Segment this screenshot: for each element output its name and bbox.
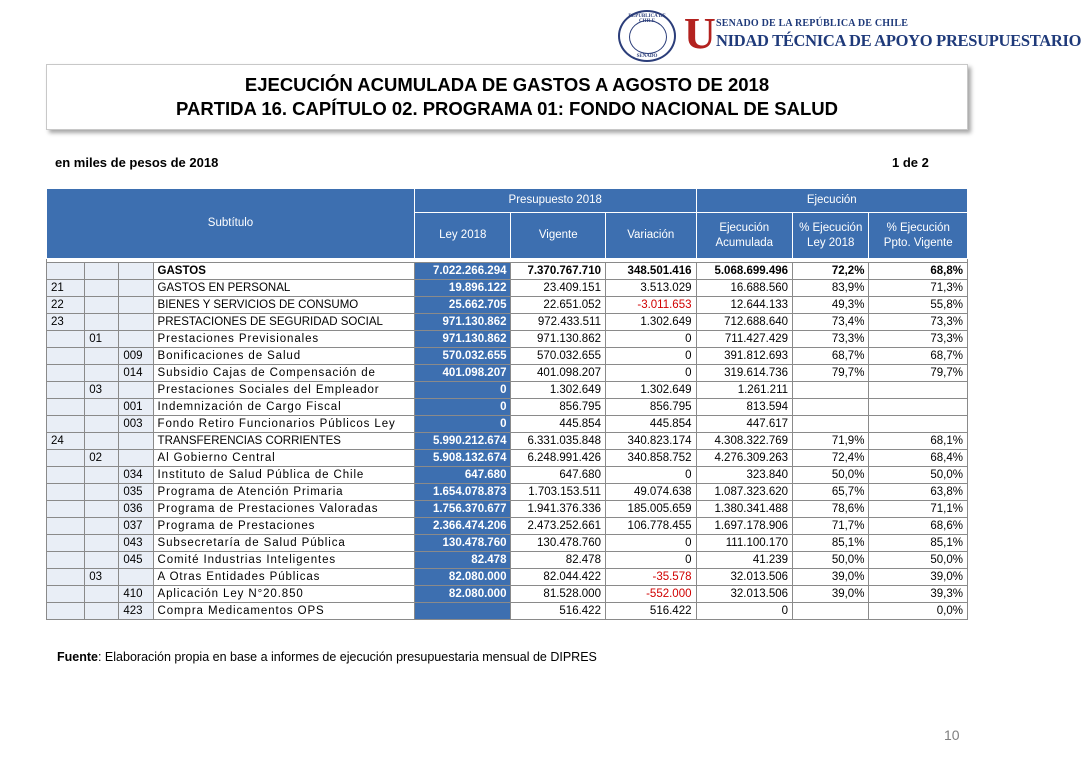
header-vigente: Vigente bbox=[511, 213, 606, 259]
row-ley-2018: 401.098.207 bbox=[414, 365, 511, 382]
row-variacion: -3.011.653 bbox=[605, 297, 696, 314]
row-name: Indemnización de Cargo Fiscal bbox=[153, 399, 414, 416]
header-subtitulo: Subtítulo bbox=[47, 189, 415, 259]
row-ejecucion-acumulada: 16.688.560 bbox=[696, 280, 793, 297]
row-subtitulo-code: 22 bbox=[47, 297, 85, 314]
row-item-code: 03 bbox=[85, 382, 119, 399]
row-pct-vigente: 85,1% bbox=[869, 535, 968, 552]
row-subtitulo-code bbox=[47, 450, 85, 467]
row-asignacion-code: 036 bbox=[119, 501, 153, 518]
row-asignacion-code: 003 bbox=[119, 416, 153, 433]
row-ley-2018: 5.990.212.674 bbox=[414, 433, 511, 450]
header-ej-acum-line1: Ejecución bbox=[719, 221, 770, 234]
title-line-2: PARTIDA 16. CAPÍTULO 02. PROGRAMA 01: FONDO NACIONAL DE SALUD bbox=[176, 98, 838, 119]
row-asignacion-code: 045 bbox=[119, 552, 153, 569]
row-variacion: 445.854 bbox=[605, 416, 696, 433]
row-subtitulo-code: 21 bbox=[47, 280, 85, 297]
row-ejecucion-acumulada: 4.308.322.769 bbox=[696, 433, 793, 450]
row-subtitulo-code bbox=[47, 399, 85, 416]
table-row bbox=[47, 331, 968, 348]
row-asignacion-code bbox=[119, 280, 153, 297]
row-name: BIENES Y SERVICIOS DE CONSUMO bbox=[153, 297, 414, 314]
table-row bbox=[47, 416, 968, 433]
row-item-code bbox=[85, 365, 119, 382]
row-ejecucion-acumulada: 813.594 bbox=[696, 399, 793, 416]
row-item-code bbox=[85, 280, 119, 297]
row-ley-2018: 25.662.705 bbox=[414, 297, 511, 314]
row-subtitulo-code bbox=[47, 501, 85, 518]
header-pct-ley-line1: % Ejecución bbox=[799, 221, 863, 234]
row-name: Subsecretaría de Salud Pública bbox=[153, 535, 414, 552]
row-pct-vigente: 71,3% bbox=[869, 280, 968, 297]
row-ejecucion-acumulada: 319.614.736 bbox=[696, 365, 793, 382]
row-ley-2018: 82.080.000 bbox=[414, 586, 511, 603]
row-name: Programa de Prestaciones Valoradas bbox=[153, 501, 414, 518]
row-vigente: 972.433.511 bbox=[511, 314, 606, 331]
row-variacion: 340.858.752 bbox=[605, 450, 696, 467]
row-asignacion-code: 423 bbox=[119, 603, 153, 620]
row-pct-vigente: 39,0% bbox=[869, 569, 968, 586]
table-row bbox=[47, 518, 968, 535]
row-subtitulo-code: 24 bbox=[47, 433, 85, 450]
budget-table bbox=[46, 188, 968, 620]
row-variacion: 49.074.638 bbox=[605, 484, 696, 501]
row-asignacion-code: 034 bbox=[119, 467, 153, 484]
row-ley-2018: 1.654.078.873 bbox=[414, 484, 511, 501]
header-pct-vigente bbox=[869, 213, 968, 259]
row-item-code bbox=[85, 416, 119, 433]
row-pct-vigente: 68,6% bbox=[869, 518, 968, 535]
row-variacion: 516.422 bbox=[605, 603, 696, 620]
row-pct-ley: 72,4% bbox=[793, 450, 869, 467]
row-ejecucion-acumulada: 32.013.506 bbox=[696, 569, 793, 586]
row-item-code bbox=[85, 399, 119, 416]
row-name: GASTOS bbox=[153, 263, 414, 280]
row-pct-vigente: 50,0% bbox=[869, 467, 968, 484]
row-asignacion-code: 001 bbox=[119, 399, 153, 416]
row-ejecucion-acumulada: 0 bbox=[696, 603, 793, 620]
row-pct-ley: 78,6% bbox=[793, 501, 869, 518]
logo-line-2: NIDAD TÉCNICA DE APOYO PRESUPUESTARIO bbox=[716, 31, 1081, 50]
row-ley-2018: 130.478.760 bbox=[414, 535, 511, 552]
row-vigente: 130.478.760 bbox=[511, 535, 606, 552]
row-name: Aplicación Ley N°20.850 bbox=[153, 586, 414, 603]
row-pct-ley: 50,0% bbox=[793, 467, 869, 484]
row-name: GASTOS EN PERSONAL bbox=[153, 280, 414, 297]
row-subtitulo-code bbox=[47, 365, 85, 382]
row-asignacion-code: 035 bbox=[119, 484, 153, 501]
row-subtitulo-code bbox=[47, 535, 85, 552]
row-ley-2018: 2.366.474.206 bbox=[414, 518, 511, 535]
row-item-code bbox=[85, 501, 119, 518]
row-pct-vigente: 68,1% bbox=[869, 433, 968, 450]
table-row bbox=[47, 348, 968, 365]
row-pct-vigente: 73,3% bbox=[869, 331, 968, 348]
row-variacion: -35.578 bbox=[605, 569, 696, 586]
unit-label: en miles de pesos de 2018 bbox=[55, 155, 219, 170]
title-line-1: EJECUCIÓN ACUMULADA DE GASTOS A AGOSTO DE 2018 bbox=[244, 74, 770, 95]
row-pct-ley: 71,7% bbox=[793, 518, 869, 535]
row-subtitulo-code bbox=[47, 518, 85, 535]
row-name: TRANSFERENCIAS CORRIENTES bbox=[153, 433, 414, 450]
row-pct-ley: 39,0% bbox=[793, 586, 869, 603]
row-vigente: 2.473.252.661 bbox=[511, 518, 606, 535]
row-variacion: 1.302.649 bbox=[605, 314, 696, 331]
row-ejecucion-acumulada: 1.697.178.906 bbox=[696, 518, 793, 535]
row-ley-2018: 0 bbox=[414, 399, 511, 416]
row-pct-vigente: 39,3% bbox=[869, 586, 968, 603]
row-pct-ley: 73,3% bbox=[793, 331, 869, 348]
seal-bottom-text: SENADO bbox=[636, 54, 658, 59]
row-ejecucion-acumulada: 323.840 bbox=[696, 467, 793, 484]
row-pct-vigente bbox=[869, 382, 968, 399]
row-ejecucion-acumulada: 41.239 bbox=[696, 552, 793, 569]
row-asignacion-code: 410 bbox=[119, 586, 153, 603]
table-row bbox=[47, 535, 968, 552]
row-ejecucion-acumulada: 12.644.133 bbox=[696, 297, 793, 314]
row-item-code bbox=[85, 433, 119, 450]
row-asignacion-code bbox=[119, 433, 153, 450]
row-name: Subsidio Cajas de Compensación de bbox=[153, 365, 414, 382]
row-subtitulo-code bbox=[47, 586, 85, 603]
row-name: Comité Industrias Inteligentes bbox=[153, 552, 414, 569]
row-subtitulo-code: 23 bbox=[47, 314, 85, 331]
logo-letter: U bbox=[684, 9, 716, 58]
table-row bbox=[47, 586, 968, 603]
row-asignacion-code bbox=[119, 331, 153, 348]
row-asignacion-code: 014 bbox=[119, 365, 153, 382]
row-variacion: 0 bbox=[605, 535, 696, 552]
row-vigente: 1.302.649 bbox=[511, 382, 606, 399]
row-vigente: 401.098.207 bbox=[511, 365, 606, 382]
page-of-label: 1 de 2 bbox=[892, 155, 929, 170]
row-pct-vigente bbox=[869, 416, 968, 433]
row-vigente: 81.528.000 bbox=[511, 586, 606, 603]
table-row bbox=[47, 297, 968, 314]
row-vigente: 1.703.153.511 bbox=[511, 484, 606, 501]
row-item-code bbox=[85, 314, 119, 331]
row-ley-2018: 971.130.862 bbox=[414, 331, 511, 348]
header-variacion: Variación bbox=[605, 213, 696, 259]
row-vigente: 445.854 bbox=[511, 416, 606, 433]
row-ejecucion-acumulada: 4.276.309.263 bbox=[696, 450, 793, 467]
row-vigente: 856.795 bbox=[511, 399, 606, 416]
row-asignacion-code: 037 bbox=[119, 518, 153, 535]
row-subtitulo-code bbox=[47, 331, 85, 348]
row-item-code: 03 bbox=[85, 569, 119, 586]
row-ejecucion-acumulada: 111.100.170 bbox=[696, 535, 793, 552]
row-subtitulo-code bbox=[47, 569, 85, 586]
row-name: Fondo Retiro Funcionarios Públicos Ley bbox=[153, 416, 414, 433]
row-subtitulo-code bbox=[47, 603, 85, 620]
table-row bbox=[47, 382, 968, 399]
row-pct-ley: 68,7% bbox=[793, 348, 869, 365]
row-variacion: 3.513.029 bbox=[605, 280, 696, 297]
table-row bbox=[47, 603, 968, 620]
row-pct-ley: 83,9% bbox=[793, 280, 869, 297]
row-ejecucion-acumulada: 32.013.506 bbox=[696, 586, 793, 603]
header-pct-ley bbox=[793, 213, 869, 259]
row-pct-vigente: 68,8% bbox=[869, 263, 968, 280]
row-subtitulo-code bbox=[47, 382, 85, 399]
source-note bbox=[57, 650, 597, 664]
table-body bbox=[47, 259, 968, 620]
row-ejecucion-acumulada: 1.087.323.620 bbox=[696, 484, 793, 501]
row-vigente: 6.248.991.426 bbox=[511, 450, 606, 467]
header-pct-ley-line2: Ley 2018 bbox=[807, 236, 855, 249]
row-vigente: 82.478 bbox=[511, 552, 606, 569]
row-vigente: 22.651.052 bbox=[511, 297, 606, 314]
row-ley-2018: 82.080.000 bbox=[414, 569, 511, 586]
row-pct-ley: 71,9% bbox=[793, 433, 869, 450]
row-subtitulo-code bbox=[47, 484, 85, 501]
row-pct-ley bbox=[793, 603, 869, 620]
row-vigente: 1.941.376.336 bbox=[511, 501, 606, 518]
row-asignacion-code bbox=[119, 263, 153, 280]
row-vigente: 6.331.035.848 bbox=[511, 433, 606, 450]
row-asignacion-code bbox=[119, 450, 153, 467]
row-ley-2018: 971.130.862 bbox=[414, 314, 511, 331]
source-text: : Elaboración propia en base a informes de ejecución presupuestaria mensual de DIPRES bbox=[97, 650, 597, 664]
header-ley: Ley 2018 bbox=[414, 213, 511, 259]
row-vigente: 570.032.655 bbox=[511, 348, 606, 365]
row-item-code bbox=[85, 518, 119, 535]
row-subtitulo-code bbox=[47, 263, 85, 280]
row-item-code bbox=[85, 535, 119, 552]
table-row bbox=[47, 433, 968, 450]
header-pct-vig-line1: % Ejecución bbox=[886, 221, 950, 234]
row-item-code: 01 bbox=[85, 331, 119, 348]
table-row bbox=[47, 484, 968, 501]
row-subtitulo-code bbox=[47, 348, 85, 365]
row-item-code bbox=[85, 348, 119, 365]
row-asignacion-code: 043 bbox=[119, 535, 153, 552]
row-pct-ley: 79,7% bbox=[793, 365, 869, 382]
table-row bbox=[47, 501, 968, 518]
row-ley-2018 bbox=[414, 603, 511, 620]
row-name: Programa de Atención Primaria bbox=[153, 484, 414, 501]
row-ejecucion-acumulada: 1.380.341.488 bbox=[696, 501, 793, 518]
row-pct-vigente: 63,8% bbox=[869, 484, 968, 501]
row-pct-ley bbox=[793, 382, 869, 399]
row-item-code bbox=[85, 467, 119, 484]
seal-inner-ring bbox=[629, 20, 667, 54]
title-box bbox=[46, 64, 968, 130]
table-row bbox=[47, 467, 968, 484]
header-presupuesto: Presupuesto 2018 bbox=[414, 189, 696, 213]
row-variacion: 0 bbox=[605, 467, 696, 484]
row-subtitulo-code bbox=[47, 552, 85, 569]
row-item-code bbox=[85, 484, 119, 501]
row-ejecucion-acumulada: 447.617 bbox=[696, 416, 793, 433]
row-ejecucion-acumulada: 711.427.429 bbox=[696, 331, 793, 348]
row-ejecucion-acumulada: 1.261.211 bbox=[696, 382, 793, 399]
row-subtitulo-code bbox=[47, 467, 85, 484]
header-ejecucion-acumulada bbox=[696, 213, 793, 259]
row-ley-2018: 1.756.370.677 bbox=[414, 501, 511, 518]
row-asignacion-code bbox=[119, 569, 153, 586]
row-pct-vigente: 55,8% bbox=[869, 297, 968, 314]
row-item-code bbox=[85, 263, 119, 280]
row-item-code bbox=[85, 552, 119, 569]
row-variacion: -552.000 bbox=[605, 586, 696, 603]
row-pct-ley: 65,7% bbox=[793, 484, 869, 501]
row-ley-2018: 19.896.122 bbox=[414, 280, 511, 297]
table-row bbox=[47, 314, 968, 331]
source-label: Fuente bbox=[57, 650, 98, 664]
row-vigente: 23.409.151 bbox=[511, 280, 606, 297]
table-row bbox=[47, 280, 968, 297]
row-pct-vigente: 73,3% bbox=[869, 314, 968, 331]
row-ejecucion-acumulada: 5.068.699.496 bbox=[696, 263, 793, 280]
row-pct-vigente bbox=[869, 399, 968, 416]
row-pct-ley: 73,4% bbox=[793, 314, 869, 331]
row-variacion: 340.823.174 bbox=[605, 433, 696, 450]
row-variacion: 1.302.649 bbox=[605, 382, 696, 399]
header-ejecucion: Ejecución bbox=[696, 189, 968, 213]
row-ley-2018: 0 bbox=[414, 382, 511, 399]
row-asignacion-code bbox=[119, 382, 153, 399]
row-pct-vigente: 68,7% bbox=[869, 348, 968, 365]
row-pct-vigente: 71,1% bbox=[869, 501, 968, 518]
row-variacion: 348.501.416 bbox=[605, 263, 696, 280]
row-name: Al Gobierno Central bbox=[153, 450, 414, 467]
row-variacion: 0 bbox=[605, 365, 696, 382]
table-row bbox=[47, 569, 968, 586]
table-row bbox=[47, 450, 968, 467]
row-ejecucion-acumulada: 712.688.640 bbox=[696, 314, 793, 331]
row-name: PRESTACIONES DE SEGURIDAD SOCIAL bbox=[153, 314, 414, 331]
table-row bbox=[47, 399, 968, 416]
row-vigente: 82.044.422 bbox=[511, 569, 606, 586]
row-asignacion-code bbox=[119, 297, 153, 314]
row-asignacion-code: 009 bbox=[119, 348, 153, 365]
row-pct-vigente: 50,0% bbox=[869, 552, 968, 569]
row-vigente: 7.370.767.710 bbox=[511, 263, 606, 280]
row-pct-ley bbox=[793, 399, 869, 416]
row-pct-ley bbox=[793, 416, 869, 433]
logo-line-1: SENADO DE LA REPÚBLICA DE CHILE bbox=[716, 18, 909, 29]
row-variacion: 0 bbox=[605, 331, 696, 348]
row-variacion: 856.795 bbox=[605, 399, 696, 416]
row-ejecucion-acumulada: 391.812.693 bbox=[696, 348, 793, 365]
table-row bbox=[47, 365, 968, 382]
row-name: Prestaciones Previsionales bbox=[153, 331, 414, 348]
row-name: Bonificaciones de Salud bbox=[153, 348, 414, 365]
row-pct-ley: 39,0% bbox=[793, 569, 869, 586]
row-variacion: 0 bbox=[605, 348, 696, 365]
row-item-code bbox=[85, 586, 119, 603]
row-pct-ley: 72,2% bbox=[793, 263, 869, 280]
row-item-code bbox=[85, 297, 119, 314]
table-row bbox=[47, 552, 968, 569]
row-vigente: 971.130.862 bbox=[511, 331, 606, 348]
row-vigente: 516.422 bbox=[511, 603, 606, 620]
row-name: Instituto de Salud Pública de Chile bbox=[153, 467, 414, 484]
header-pct-vig-line2: Ppto. Vigente bbox=[883, 236, 953, 249]
row-vigente: 647.680 bbox=[511, 467, 606, 484]
row-pct-ley: 49,3% bbox=[793, 297, 869, 314]
row-subtitulo-code bbox=[47, 416, 85, 433]
row-asignacion-code bbox=[119, 314, 153, 331]
header-ej-acum-line2: Acumulada bbox=[715, 236, 774, 249]
row-ley-2018: 570.032.655 bbox=[414, 348, 511, 365]
row-name: Compra Medicamentos OPS bbox=[153, 603, 414, 620]
row-ley-2018: 7.022.266.294 bbox=[414, 263, 511, 280]
row-item-code: 02 bbox=[85, 450, 119, 467]
senate-seal-logo bbox=[618, 10, 676, 62]
row-ley-2018: 82.478 bbox=[414, 552, 511, 569]
row-pct-vigente: 79,7% bbox=[869, 365, 968, 382]
row-name: Programa de Prestaciones bbox=[153, 518, 414, 535]
row-ley-2018: 647.680 bbox=[414, 467, 511, 484]
row-pct-ley: 85,1% bbox=[793, 535, 869, 552]
row-pct-vigente: 0,0% bbox=[869, 603, 968, 620]
table-row bbox=[47, 263, 968, 280]
row-ley-2018: 5.908.132.674 bbox=[414, 450, 511, 467]
row-ley-2018: 0 bbox=[414, 416, 511, 433]
row-variacion: 106.778.455 bbox=[605, 518, 696, 535]
row-name: A Otras Entidades Públicas bbox=[153, 569, 414, 586]
row-item-code bbox=[85, 603, 119, 620]
row-variacion: 0 bbox=[605, 552, 696, 569]
row-name: Prestaciones Sociales del Empleador bbox=[153, 382, 414, 399]
row-pct-ley: 50,0% bbox=[793, 552, 869, 569]
row-pct-vigente: 68,4% bbox=[869, 450, 968, 467]
row-variacion: 185.005.659 bbox=[605, 501, 696, 518]
seal-top-text: REPÚBLICA DE CHILE bbox=[628, 14, 666, 24]
page-number: 10 bbox=[944, 727, 960, 743]
